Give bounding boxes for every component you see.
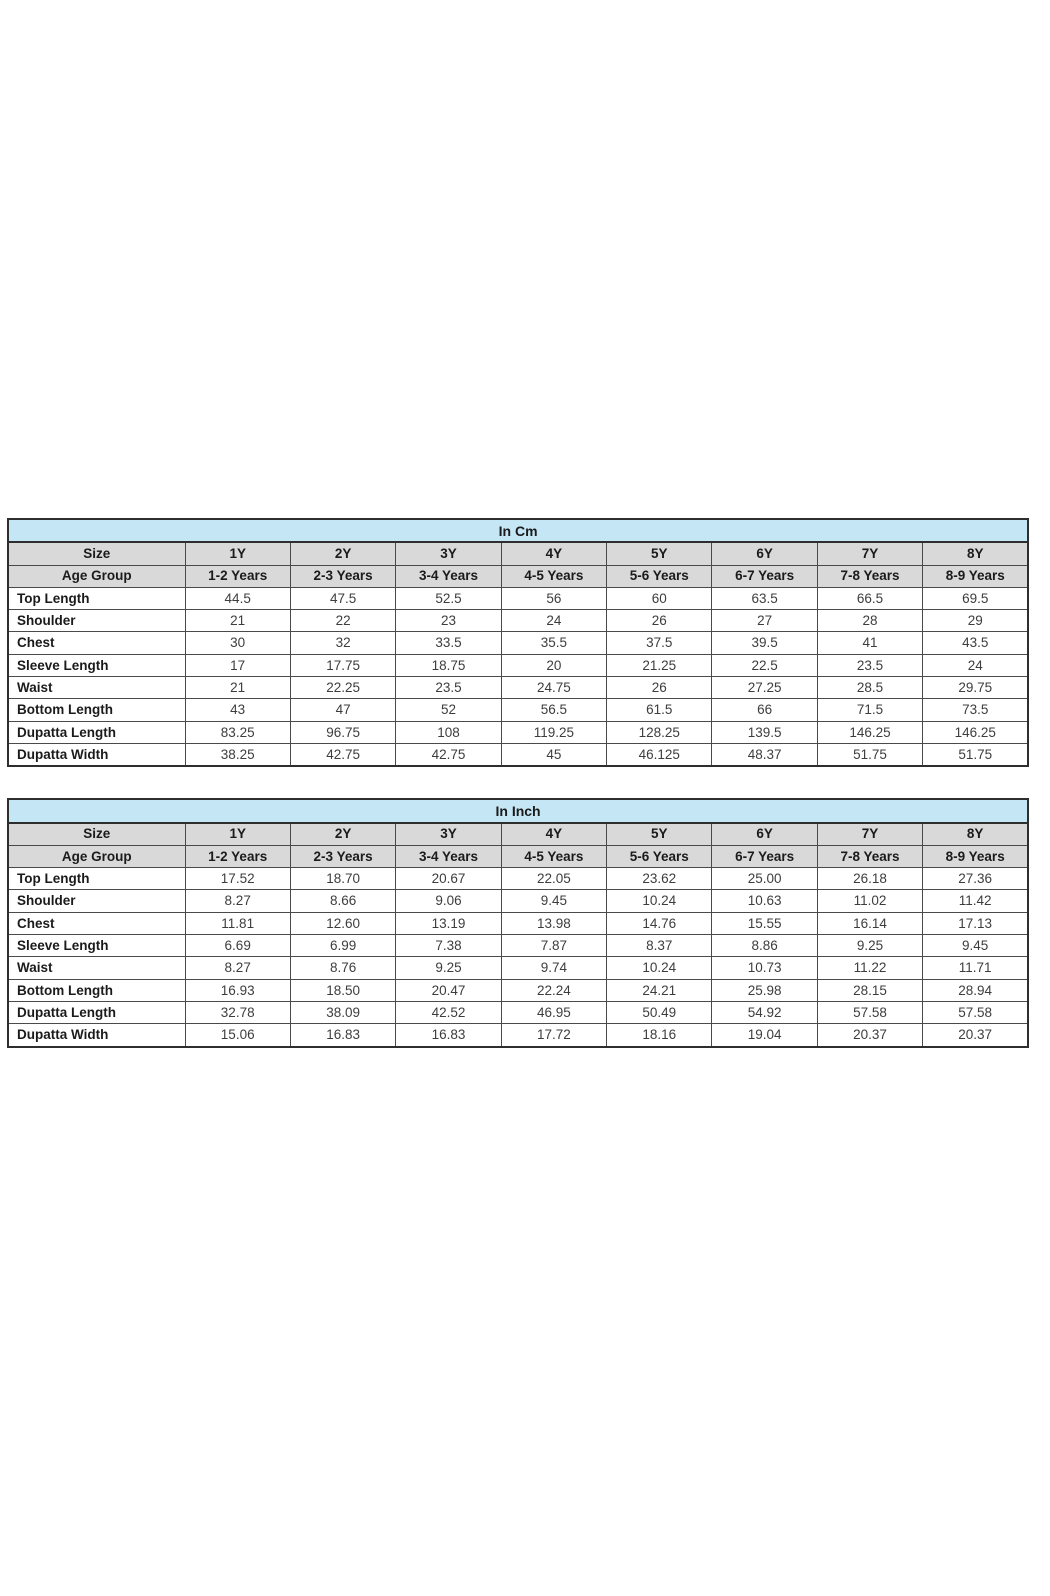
age-group-cell: 1-2 Years [185,565,290,587]
measurement-value-cell: 146.25 [923,721,1028,743]
age-group-cell: 8-9 Years [923,845,1028,867]
measurement-value-cell: 9.25 [396,957,501,979]
measurement-value-cell: 17.75 [290,654,395,676]
measurement-value-cell: 18.16 [607,1024,712,1047]
measurement-value-cell: 28.15 [817,979,922,1001]
measurement-row-label: Dupatta Length [8,721,185,743]
size-header-row [8,542,1028,565]
measurement-value-cell: 20.37 [923,1024,1028,1047]
measurement-value-cell: 26 [607,610,712,632]
measurement-value-cell: 38.09 [290,1001,395,1023]
measurement-value-cell: 25.00 [712,868,817,890]
measurement-value-cell: 22.5 [712,654,817,676]
measurement-value-cell: 33.5 [396,632,501,654]
measurement-value-cell: 8.27 [185,957,290,979]
measurement-value-cell: 24 [501,610,606,632]
size-header-cell: 1Y [185,823,290,846]
measurement-row-label: Sleeve Length [8,935,185,957]
measurement-row-label: Shoulder [8,890,185,912]
age-group-cell: 2-3 Years [290,845,395,867]
measurement-row [8,890,1028,912]
measurement-row [8,979,1028,1001]
measurement-value-cell: 27 [712,610,817,632]
measurement-row [8,743,1028,766]
measurement-value-cell: 9.45 [501,890,606,912]
measurement-value-cell: 11.71 [923,957,1028,979]
measurement-value-cell: 57.58 [817,1001,922,1023]
measurement-value-cell: 7.87 [501,935,606,957]
measurement-value-cell: 7.38 [396,935,501,957]
measurement-value-cell: 11.02 [817,890,922,912]
measurement-value-cell: 69.5 [923,587,1028,609]
measurement-value-cell: 23.5 [817,654,922,676]
measurement-value-cell: 8.27 [185,890,290,912]
measurement-value-cell: 11.81 [185,912,290,934]
measurement-value-cell: 52 [396,699,501,721]
size-header-cell: 5Y [607,823,712,846]
measurement-value-cell: 83.25 [185,721,290,743]
measurement-value-cell: 28.94 [923,979,1028,1001]
measurement-value-cell: 46.95 [501,1001,606,1023]
age-group-cell: 7-8 Years [817,565,922,587]
measurement-value-cell: 21 [185,610,290,632]
age-group-header-label: Age Group [8,565,185,587]
measurement-row-label: Dupatta Width [8,1024,185,1047]
measurement-value-cell: 119.25 [501,721,606,743]
measurement-row-label: Waist [8,957,185,979]
age-group-cell: 6-7 Years [712,565,817,587]
measurement-value-cell: 35.5 [501,632,606,654]
measurement-value-cell: 13.98 [501,912,606,934]
measurement-value-cell: 23.5 [396,677,501,699]
measurement-value-cell: 27.36 [923,868,1028,890]
measurement-value-cell: 18.75 [396,654,501,676]
measurement-value-cell: 8.86 [712,935,817,957]
measurement-value-cell: 14.76 [607,912,712,934]
size-header-cell: 4Y [501,542,606,565]
measurement-row-label: Sleeve Length [8,654,185,676]
measurement-value-cell: 16.83 [290,1024,395,1047]
age-group-cell: 4-5 Years [501,565,606,587]
size-header-cell: 2Y [290,823,395,846]
measurement-row [8,587,1028,609]
measurement-row [8,1024,1028,1047]
measurement-value-cell: 22.05 [501,868,606,890]
measurement-value-cell: 6.99 [290,935,395,957]
measurement-value-cell: 56.5 [501,699,606,721]
measurement-value-cell: 9.25 [817,935,922,957]
measurement-value-cell: 23 [396,610,501,632]
measurement-value-cell: 28.5 [817,677,922,699]
size-header-cell: 3Y [396,823,501,846]
measurement-value-cell: 48.37 [712,743,817,766]
measurement-value-cell: 20.37 [817,1024,922,1047]
measurement-value-cell: 39.5 [712,632,817,654]
measurement-value-cell: 8.37 [607,935,712,957]
age-group-header-row [8,845,1028,867]
age-group-cell: 5-6 Years [607,845,712,867]
measurement-row [8,632,1028,654]
measurement-row [8,935,1028,957]
measurement-value-cell: 11.42 [923,890,1028,912]
measurement-value-cell: 26 [607,677,712,699]
age-group-cell: 3-4 Years [396,565,501,587]
measurement-value-cell: 28 [817,610,922,632]
measurement-value-cell: 32.78 [185,1001,290,1023]
measurement-value-cell: 16.14 [817,912,922,934]
age-group-cell: 3-4 Years [396,845,501,867]
measurement-value-cell: 30 [185,632,290,654]
age-group-cell: 1-2 Years [185,845,290,867]
measurement-value-cell: 17.72 [501,1024,606,1047]
size-header-label: Size [8,542,185,565]
size-header-cell: 8Y [923,542,1028,565]
measurement-value-cell: 24 [923,654,1028,676]
measurement-row [8,610,1028,632]
size-header-label: Size [8,823,185,846]
measurement-value-cell: 45 [501,743,606,766]
measurement-value-cell: 22 [290,610,395,632]
measurement-value-cell: 46.125 [607,743,712,766]
measurement-value-cell: 139.5 [712,721,817,743]
measurement-value-cell: 10.63 [712,890,817,912]
measurement-value-cell: 42.75 [290,743,395,766]
measurement-row-label: Dupatta Width [8,743,185,766]
measurement-value-cell: 96.75 [290,721,395,743]
table-title: In Inch [8,799,1028,822]
measurement-value-cell: 38.25 [185,743,290,766]
measurement-value-cell: 108 [396,721,501,743]
table-title-row [8,799,1028,822]
size-header-cell: 4Y [501,823,606,846]
measurement-row-label: Top Length [8,868,185,890]
measurement-value-cell: 17 [185,654,290,676]
measurement-row-label: Bottom Length [8,979,185,1001]
age-group-cell: 5-6 Years [607,565,712,587]
measurement-value-cell: 29 [923,610,1028,632]
measurement-value-cell: 9.06 [396,890,501,912]
measurement-value-cell: 22.24 [501,979,606,1001]
measurement-value-cell: 26.18 [817,868,922,890]
measurement-value-cell: 47.5 [290,587,395,609]
size-header-cell: 1Y [185,542,290,565]
measurement-value-cell: 9.45 [923,935,1028,957]
size-chart-tables [7,518,1027,1048]
measurement-value-cell: 50.49 [607,1001,712,1023]
measurement-row [8,721,1028,743]
measurement-row [8,957,1028,979]
measurement-value-cell: 17.13 [923,912,1028,934]
size-header-cell: 3Y [396,542,501,565]
measurement-value-cell: 15.55 [712,912,817,934]
measurement-value-cell: 73.5 [923,699,1028,721]
measurement-value-cell: 52.5 [396,587,501,609]
measurement-value-cell: 21.25 [607,654,712,676]
measurement-value-cell: 54.92 [712,1001,817,1023]
measurement-value-cell: 44.5 [185,587,290,609]
measurement-value-cell: 16.83 [396,1024,501,1047]
measurement-row-label: Dupatta Length [8,1001,185,1023]
age-group-header-row [8,565,1028,587]
measurement-value-cell: 66 [712,699,817,721]
measurement-value-cell: 11.22 [817,957,922,979]
measurement-value-cell: 42.52 [396,1001,501,1023]
measurement-value-cell: 22.25 [290,677,395,699]
measurement-row-label: Top Length [8,587,185,609]
measurement-row [8,1001,1028,1023]
measurement-value-cell: 23.62 [607,868,712,890]
age-group-cell: 7-8 Years [817,845,922,867]
measurement-value-cell: 66.5 [817,587,922,609]
table-title: In Cm [8,519,1028,542]
measurement-value-cell: 51.75 [923,743,1028,766]
measurement-row-label: Chest [8,632,185,654]
measurement-row-label: Shoulder [8,610,185,632]
measurement-row [8,699,1028,721]
measurement-value-cell: 24.21 [607,979,712,1001]
measurement-value-cell: 20.67 [396,868,501,890]
age-group-cell: 4-5 Years [501,845,606,867]
size-header-cell: 2Y [290,542,395,565]
measurement-value-cell: 8.66 [290,890,395,912]
size-chart-table-inch [7,798,1029,1047]
measurement-value-cell: 9.74 [501,957,606,979]
measurement-value-cell: 17.52 [185,868,290,890]
age-group-cell: 2-3 Years [290,565,395,587]
measurement-value-cell: 41 [817,632,922,654]
age-group-cell: 6-7 Years [712,845,817,867]
measurement-value-cell: 20.47 [396,979,501,1001]
measurement-value-cell: 13.19 [396,912,501,934]
measurement-value-cell: 12.60 [290,912,395,934]
measurement-row-label: Waist [8,677,185,699]
measurement-value-cell: 37.5 [607,632,712,654]
measurement-value-cell: 10.24 [607,957,712,979]
measurement-row [8,868,1028,890]
measurement-value-cell: 43.5 [923,632,1028,654]
measurement-row [8,677,1028,699]
measurement-value-cell: 60 [607,587,712,609]
measurement-value-cell: 10.24 [607,890,712,912]
size-header-cell: 7Y [817,823,922,846]
measurement-value-cell: 42.75 [396,743,501,766]
size-header-row [8,823,1028,846]
measurement-value-cell: 15.06 [185,1024,290,1047]
size-header-cell: 6Y [712,542,817,565]
measurement-row [8,654,1028,676]
measurement-row-label: Chest [8,912,185,934]
measurement-value-cell: 63.5 [712,587,817,609]
measurement-value-cell: 61.5 [607,699,712,721]
measurement-value-cell: 10.73 [712,957,817,979]
size-header-cell: 8Y [923,823,1028,846]
age-group-header-label: Age Group [8,845,185,867]
measurement-value-cell: 25.98 [712,979,817,1001]
measurement-row [8,912,1028,934]
table-title-row [8,519,1028,542]
measurement-value-cell: 128.25 [607,721,712,743]
measurement-value-cell: 18.70 [290,868,395,890]
measurement-value-cell: 6.69 [185,935,290,957]
measurement-value-cell: 51.75 [817,743,922,766]
size-header-cell: 5Y [607,542,712,565]
measurement-value-cell: 20 [501,654,606,676]
measurement-value-cell: 27.25 [712,677,817,699]
measurement-value-cell: 19.04 [712,1024,817,1047]
measurement-value-cell: 32 [290,632,395,654]
measurement-value-cell: 16.93 [185,979,290,1001]
measurement-value-cell: 71.5 [817,699,922,721]
measurement-value-cell: 43 [185,699,290,721]
size-header-cell: 6Y [712,823,817,846]
measurement-value-cell: 146.25 [817,721,922,743]
size-chart-table-cm [7,518,1029,767]
measurement-value-cell: 57.58 [923,1001,1028,1023]
measurement-value-cell: 8.76 [290,957,395,979]
age-group-cell: 8-9 Years [923,565,1028,587]
measurement-value-cell: 21 [185,677,290,699]
measurement-row-label: Bottom Length [8,699,185,721]
measurement-value-cell: 18.50 [290,979,395,1001]
measurement-value-cell: 56 [501,587,606,609]
measurement-value-cell: 47 [290,699,395,721]
measurement-value-cell: 24.75 [501,677,606,699]
size-header-cell: 7Y [817,542,922,565]
measurement-value-cell: 29.75 [923,677,1028,699]
